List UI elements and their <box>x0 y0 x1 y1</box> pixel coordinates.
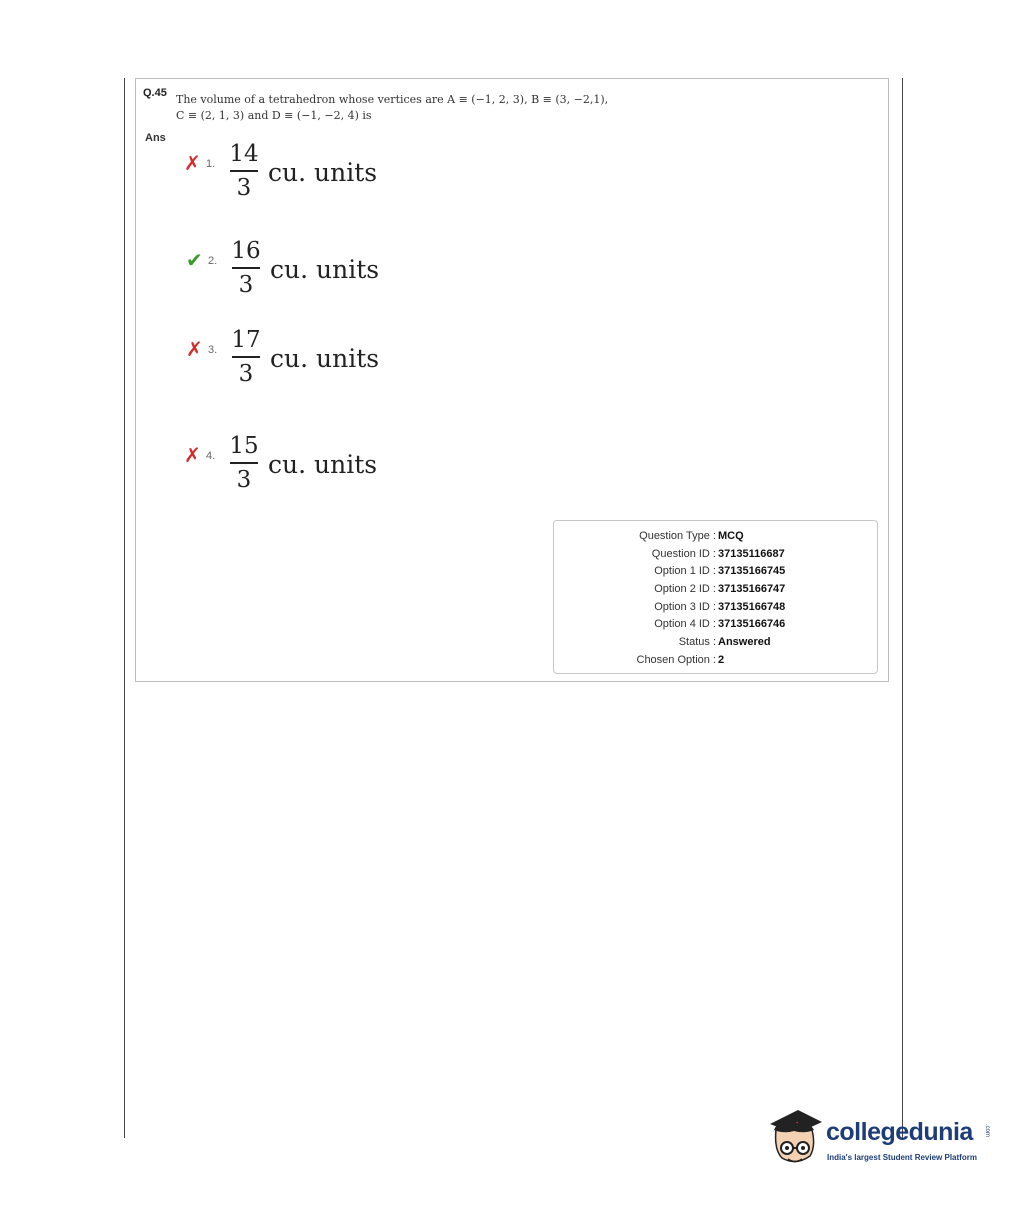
info-label: Status : <box>678 636 716 648</box>
info-value: 37135166746 <box>718 618 786 630</box>
info-option-1-id <box>554 565 879 583</box>
info-label: Option 3 ID : <box>654 601 716 613</box>
info-label: Question ID : <box>651 548 716 560</box>
fraction-denominator: 3 <box>236 175 252 201</box>
option-number: 3. <box>208 344 218 356</box>
fraction-bar <box>232 356 260 358</box>
right-margin-line <box>902 78 903 1138</box>
option-unit: cu. units <box>268 450 378 479</box>
collegedunia-logo <box>768 1104 998 1174</box>
info-value: 37135116687 <box>718 548 785 560</box>
logo-suffix: .com <box>984 1124 990 1138</box>
cross-icon: ✗ <box>184 153 201 175</box>
info-option-2-id <box>554 583 879 601</box>
fraction-bar <box>230 170 258 172</box>
fraction-denominator: 3 <box>236 467 252 493</box>
info-value: 37135166745 <box>718 565 786 577</box>
info-value: 37135166748 <box>718 601 786 613</box>
info-value: Answered <box>718 636 771 648</box>
option-fraction <box>228 237 264 299</box>
cross-icon: ✗ <box>184 445 201 467</box>
info-chosen-option <box>554 654 879 672</box>
cross-icon: ✗ <box>186 339 203 361</box>
info-label: Option 2 ID : <box>654 583 716 595</box>
fraction-denominator: 3 <box>238 361 254 387</box>
logo-wordmark: collegedunia <box>826 1118 973 1146</box>
info-label: Question Type : <box>639 530 716 542</box>
info-value: 2 <box>718 654 725 666</box>
student-mascot-icon <box>768 1104 824 1170</box>
question-info-box <box>553 520 878 674</box>
info-label: Option 4 ID : <box>654 618 716 630</box>
option-number: 2. <box>208 255 218 267</box>
info-value: MCQ <box>718 530 744 542</box>
checkmark-icon: ✔ <box>186 250 203 272</box>
option-number: 1. <box>206 158 216 170</box>
logo-tagline: India's largest Student Review Platform <box>827 1153 977 1162</box>
question-text-line2: C ≡ (2, 1, 3) and D ≡ (−1, −2, 4) is <box>176 109 372 122</box>
info-label: Chosen Option : <box>636 654 716 666</box>
fraction-bar <box>230 462 258 464</box>
info-label: Option 1 ID : <box>654 565 716 577</box>
option-fraction <box>228 326 264 388</box>
fraction-numerator: 16 <box>231 238 261 264</box>
option-fraction <box>226 140 262 202</box>
fraction-bar <box>232 267 260 269</box>
info-option-4-id <box>554 618 879 636</box>
fraction-numerator: 15 <box>229 433 259 459</box>
option-fraction <box>226 432 262 494</box>
option-unit: cu. units <box>270 344 380 373</box>
answer-label: Ans <box>145 132 166 144</box>
question-text-line1: The volume of a tetrahedron whose vertices are A ≡ (−1, 2, 3), B ≡ (3, −2,1), <box>176 93 609 106</box>
info-status <box>554 636 879 654</box>
left-margin-line <box>124 78 125 1138</box>
fraction-numerator: 14 <box>229 141 259 167</box>
option-number: 4. <box>206 450 216 462</box>
info-question-type <box>554 530 879 548</box>
fraction-denominator: 3 <box>238 272 254 298</box>
info-value: 37135166747 <box>718 583 786 595</box>
option-unit: cu. units <box>268 158 378 187</box>
fraction-numerator: 17 <box>231 327 261 353</box>
info-option-3-id <box>554 601 879 619</box>
question-number: Q.45 <box>143 87 167 99</box>
option-unit: cu. units <box>270 255 380 284</box>
question-text <box>176 92 736 124</box>
info-question-id <box>554 548 879 566</box>
